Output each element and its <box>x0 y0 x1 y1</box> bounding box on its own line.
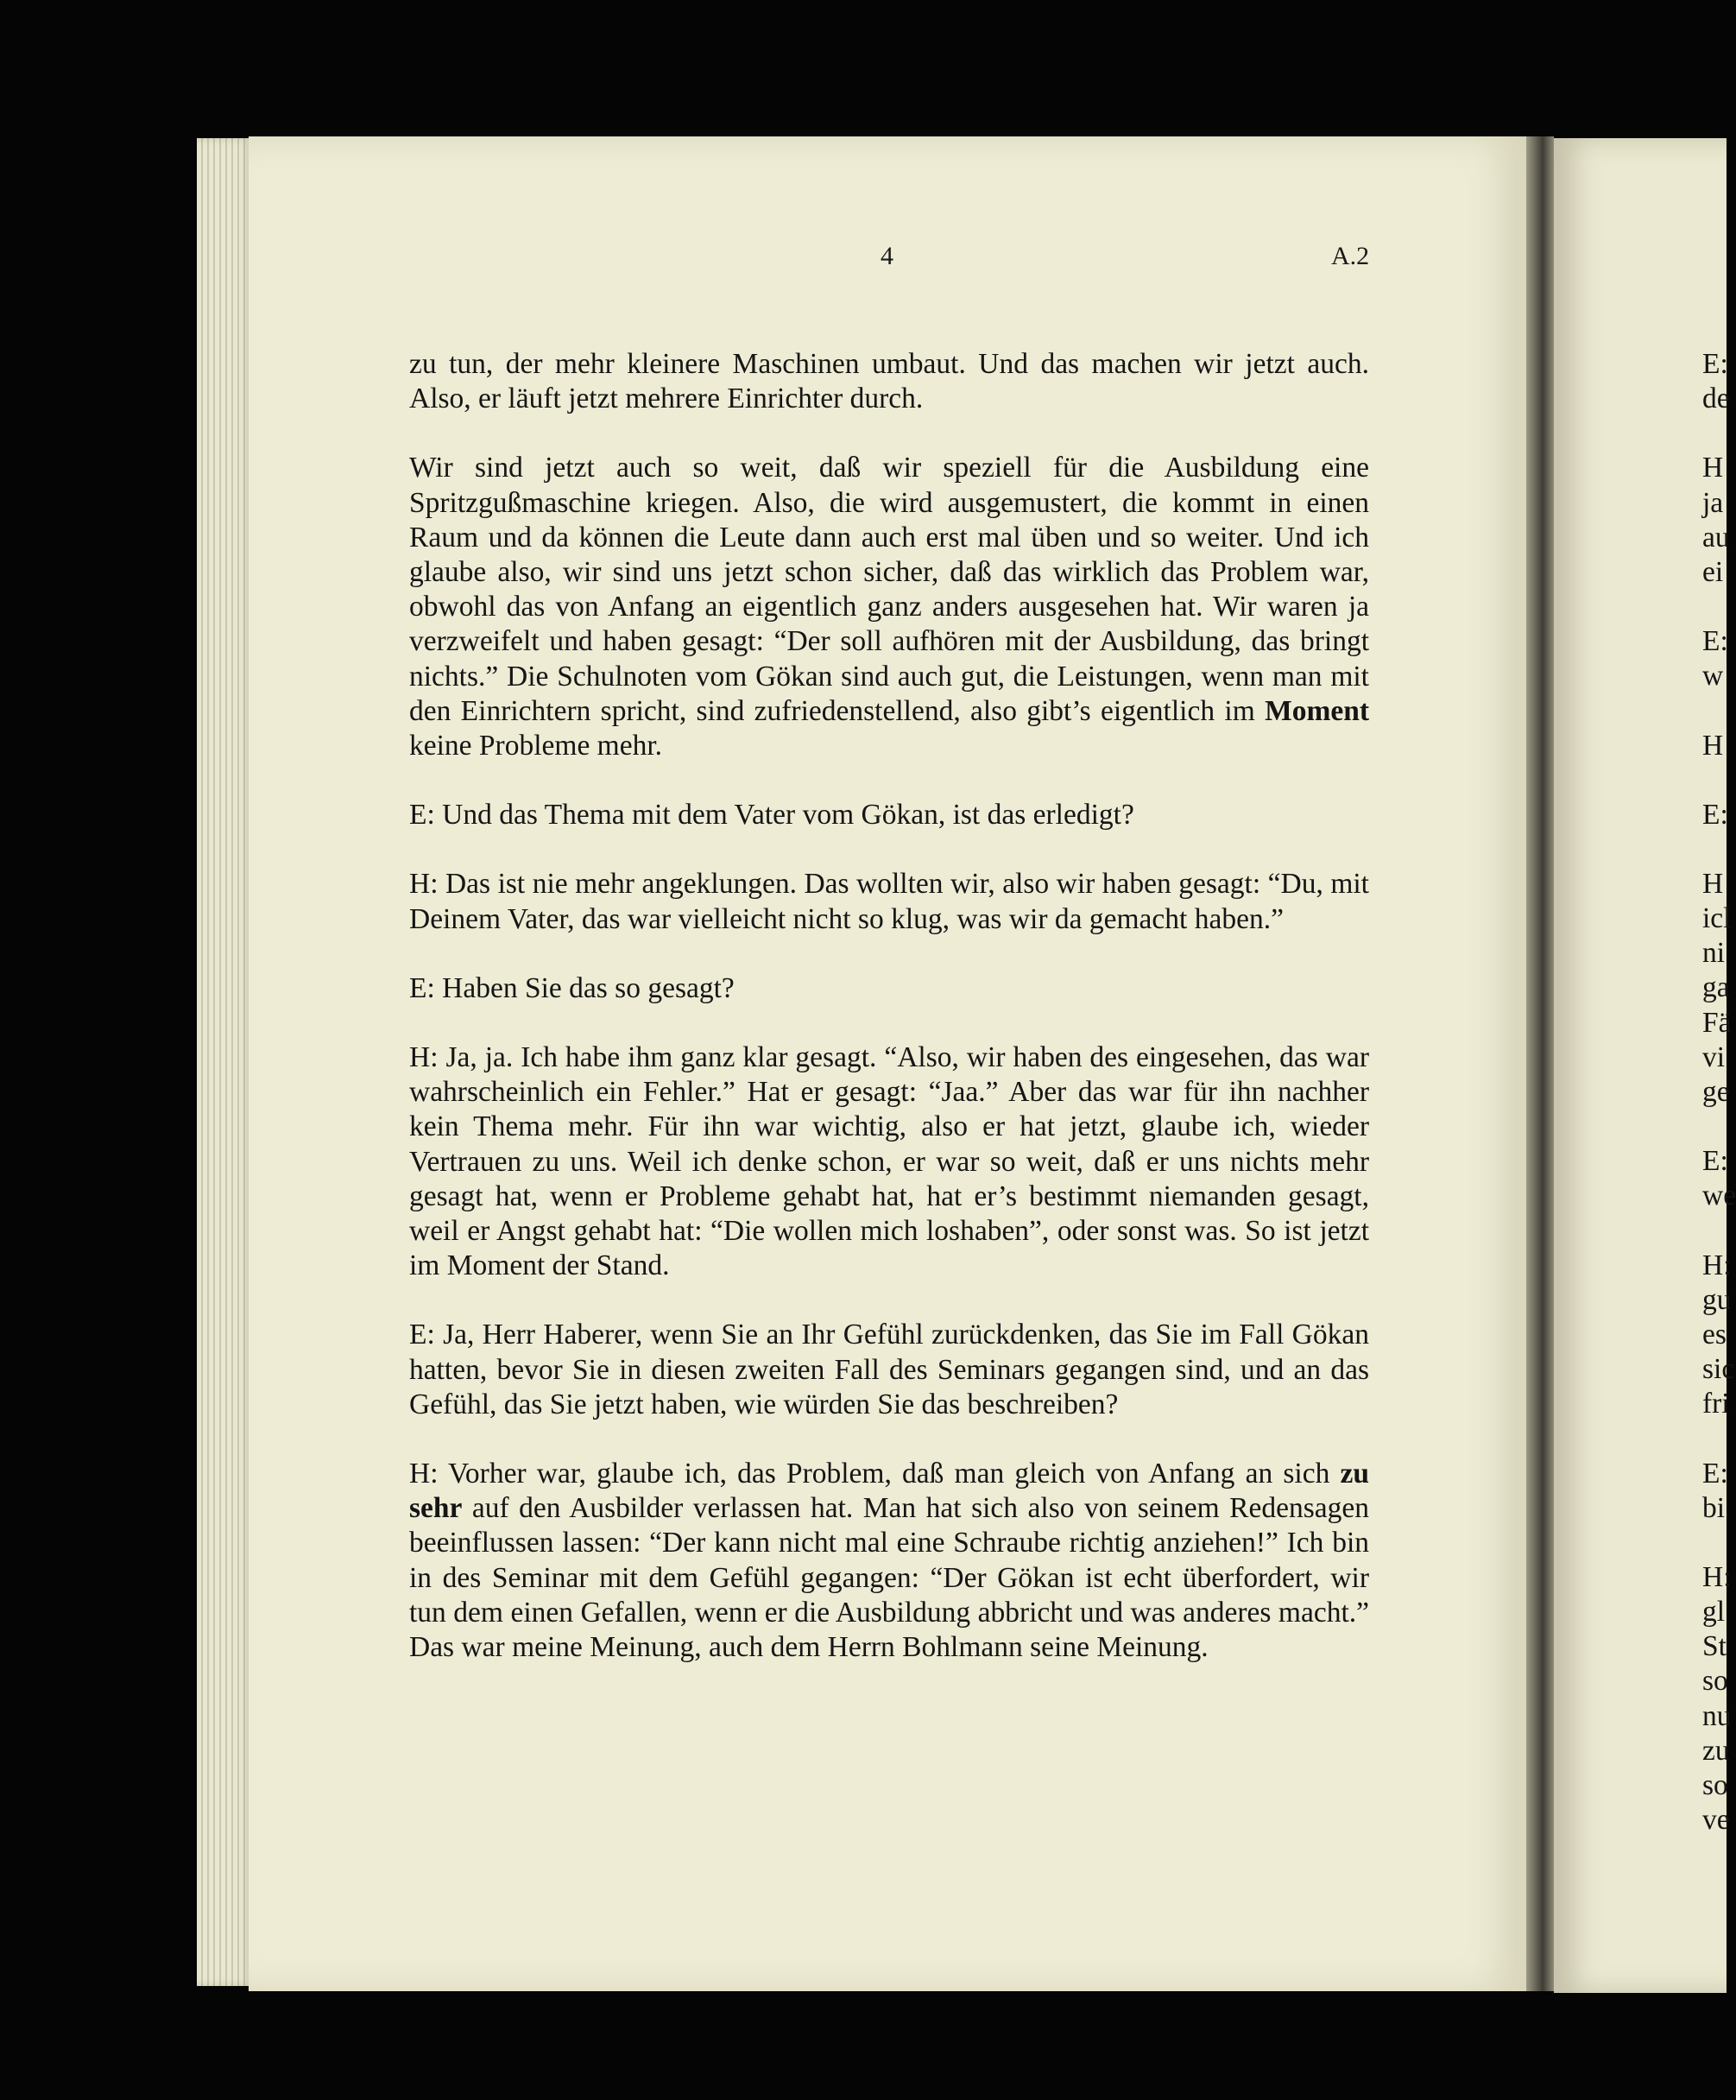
paragraph-gap <box>1702 1422 1736 1457</box>
right-page-line-fragment: E: <box>1702 348 1728 380</box>
right-page-line-fragment: ni <box>1702 937 1726 970</box>
paragraph-2 <box>409 451 1369 763</box>
right-page-line-fragment: au <box>1702 521 1730 553</box>
page-body <box>409 347 1369 1699</box>
emphasis-zu-sehr: zu sehr <box>409 1458 1369 1525</box>
paragraph-gap <box>1702 832 1736 867</box>
right-page-line-fragment: sic <box>1702 1353 1735 1386</box>
right-page-line-fragment: H <box>1702 452 1724 484</box>
paragraph-4: H: Das ist nie mehr angeklungen. Das wollten wir, also wir haben gesagt: “Du, mit Deinem Vater, das war vielleicht nicht so klug, was wir da gemacht haben.” <box>409 868 1369 935</box>
right-page-line-fragment: so <box>1702 1665 1728 1698</box>
right-page-line-fragment: ei <box>1702 555 1724 588</box>
right-page-line-fragment: H <box>1702 867 1724 900</box>
right-page <box>1554 138 1727 1993</box>
paragraph-8 <box>409 1457 1369 1665</box>
right-page-line-fragment: St <box>1702 1630 1727 1663</box>
paragraph-gap <box>1702 1526 1736 1560</box>
paragraph-3: E: Und das Thema mit dem Vater vom Gökan, ist das erledigt? <box>409 799 1134 832</box>
right-page-line-fragment: so <box>1702 1769 1728 1801</box>
right-page-line-fragment: de <box>1702 383 1730 415</box>
right-page-line-fragment: ge <box>1702 1076 1730 1108</box>
right-page-line-fragment: E: <box>1702 1145 1728 1178</box>
right-page-line-fragment: fri <box>1702 1388 1730 1420</box>
right-page-line-fragment: icl <box>1702 902 1732 935</box>
paragraph-7: E: Ja, Herr Haberer, wenn Sie an Ihr Gefühl zurückdenken, das Sie im Fall Gökan hatten, bevor Sie in diesen zweiten Fall des Seminars gegangen sind, und an das Gefühl, das Sie jetzt haben, wie würden Sie das beschreiben? <box>409 1319 1369 1420</box>
right-page-line-fragment: Fä <box>1702 1006 1732 1039</box>
right-page-line-fragment: es <box>1702 1318 1727 1350</box>
right-page-line-fragment: gl <box>1702 1596 1726 1629</box>
right-page-line-fragment: we <box>1702 1180 1736 1212</box>
right-page-fragments <box>1702 347 1736 1838</box>
paragraph-gap <box>1702 694 1736 729</box>
right-page-line-fragment: E: <box>1702 798 1728 831</box>
right-page-line-fragment: E: <box>1702 625 1728 658</box>
right-page-line-fragment: ja <box>1702 486 1724 519</box>
right-page-line-fragment: w <box>1702 660 1724 693</box>
page-number: 4 <box>881 242 893 270</box>
paragraph-2-text: Wir sind jetzt auch so weit, daß wir speziell für die Ausbildung eine Spritzgußmaschine kriegen. Also, die wird ausgemustert, die kommt in einen Raum und da können die Leute dann auch erst mal üben und so weiter. Und ich glaube also, wir sind uns jetzt schon sicher, daß das wirklich das Problem war, obwohl das von Anfang an eigentlich ganz anders ausgesehen hat. Wir waren ja verzweifelt und haben gesagt: “Der soll aufhören mit der Ausbildung, das bringt nichts.” Die Schulnoten vom Gökan sind auch gut, die Leistungen, wenn man mit den Einrichtern spricht, sind zufriedenstellend, also gibt’s eigentlich im <box>409 452 1369 727</box>
paragraph-8-text: H: Vorher war, glaube ich, das Problem, daß man gleich von Anfang an sich <box>409 1458 1341 1490</box>
emphasis-moment: Moment <box>1265 694 1370 727</box>
page-edges <box>197 138 252 1986</box>
right-page-line-fragment: gu <box>1702 1283 1732 1316</box>
paragraph-gap <box>1702 1110 1736 1144</box>
paragraph-6: H: Ja, ja. Ich habe ihm ganz klar gesagt. “Also, wir haben des eingesehen, das war wahrscheinlich ein Fehler.” Hat er gesagt: “Jaa.” Aber das war für ihn nachher kein Thema mehr. Für ihn war wichtig, also er hat jetzt, glaube ich, wieder Vertrauen zu uns. Weil ich denke schon, er war so weit, daß er uns nichts mehr gesagt hat, wenn er Probleme gehabt hat, hat er’s bestimmt niemanden gesagt, weil er Angst gehabt hat: “Die wollen mich loshaben”, oder sonst was. So ist jetzt im Moment der Stand. <box>409 1041 1369 1282</box>
right-page-line-fragment: ga <box>1702 971 1730 1004</box>
right-page-line-fragment: bi <box>1702 1491 1726 1524</box>
right-page-line-fragment: vi <box>1702 1041 1726 1073</box>
paragraph-gap <box>1702 416 1736 451</box>
right-page-line-fragment: nu <box>1702 1699 1732 1732</box>
section-label: A.2 <box>1331 242 1370 270</box>
paragraph-8-end: auf den Ausbilder verlassen hat. Man hat sich also von seinem Redensagen beeinflussen lassen: “Der kann nicht mal eine Schraube richtig anziehen!” Ich bin in des Seminar mit dem Gefühl gegangen: “Der Gökan ist echt überfordert, wir tun dem einen Gefallen, wenn er die Ausbildung abbricht und was anderes macht.” Das war meine Meinung, auch dem Herrn Bohlmann seine Meinung. <box>409 1492 1369 1664</box>
paragraph-5: E: Haben Sie das so gesagt? <box>409 971 735 1004</box>
paragraph-gap <box>1702 590 1736 624</box>
paragraph-gap <box>1702 1214 1736 1249</box>
right-page-line-fragment: H <box>1702 729 1724 762</box>
paragraph-1: zu tun, der mehr kleinere Maschinen umbaut. Und das machen wir jetzt auch. Also, er läuft jetzt mehrere Einrichter durch. <box>409 348 1369 415</box>
right-page-line-fragment: H: <box>1702 1560 1732 1593</box>
right-page-line-fragment: E: <box>1702 1457 1728 1490</box>
paragraph-2-end: keine Probleme mehr. <box>409 730 663 762</box>
book-gutter <box>1526 136 1554 1991</box>
right-page-line-fragment: ve <box>1702 1804 1730 1837</box>
paragraph-gap <box>1702 763 1736 798</box>
right-page-line-fragment: zu <box>1702 1734 1730 1767</box>
right-page-line-fragment: H: <box>1702 1249 1732 1281</box>
